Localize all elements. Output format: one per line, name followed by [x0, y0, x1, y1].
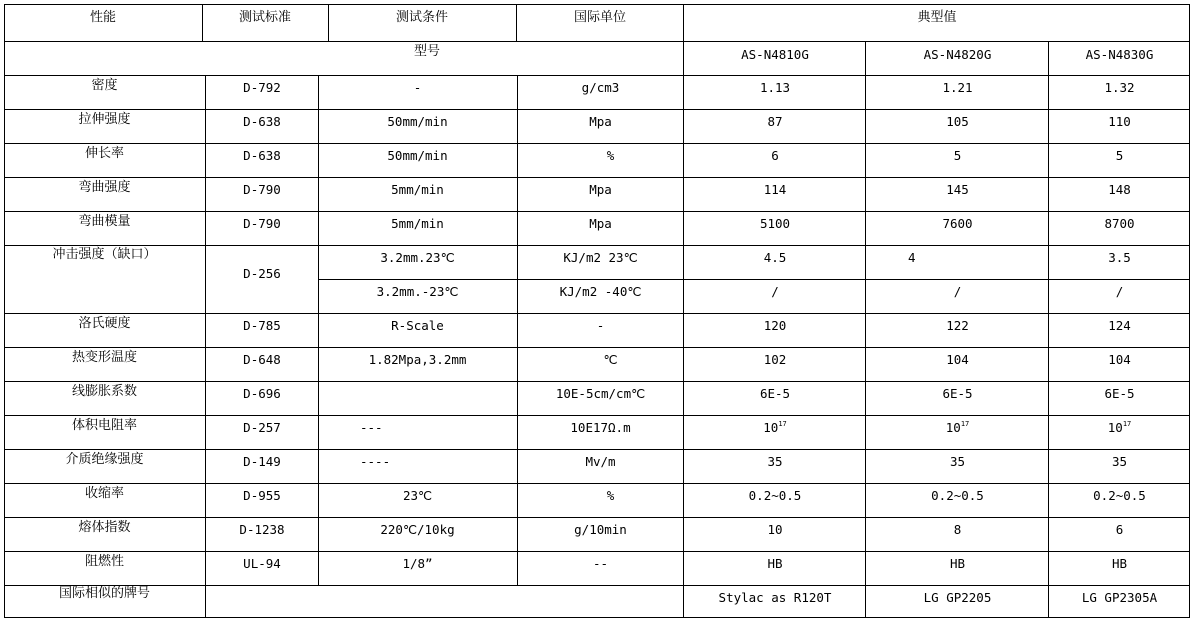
- unit-value: KJ/m2 -40℃: [559, 284, 642, 299]
- header-standard: 测试标准: [238, 10, 291, 25]
- value-3: 3.5: [1108, 250, 1131, 265]
- unit-value: -: [596, 318, 605, 333]
- value-3: 6E-5: [1104, 386, 1135, 401]
- model-label: 型号: [413, 44, 440, 59]
- value-1: HB: [767, 556, 783, 571]
- standard-value: D-1238: [239, 522, 285, 537]
- property-label: 国际相似的牌号: [58, 586, 150, 601]
- property-label: 阻燃性: [84, 554, 124, 569]
- unit-value: Mpa: [589, 182, 612, 197]
- value-1: 6E-5: [759, 386, 791, 401]
- unit-value: g/cm3: [581, 80, 620, 95]
- value-3: 35: [1111, 454, 1128, 469]
- property-label: 弯曲强度: [78, 180, 131, 195]
- unit-value: Mv/m: [585, 454, 616, 469]
- value-3: 124: [1108, 318, 1131, 333]
- model-2: AS-N4820G: [923, 47, 992, 62]
- property-label: 介质绝缘强度: [65, 452, 144, 467]
- standard-value: D-790: [243, 216, 281, 231]
- value-1: 102: [763, 352, 787, 367]
- standard-value: D-256: [243, 266, 281, 281]
- property-label: 体积电阻率: [71, 418, 137, 433]
- unit-value: g/10min: [574, 522, 627, 537]
- value-3: 1.32: [1104, 80, 1135, 95]
- value-2: 6E-5: [942, 386, 973, 401]
- property-label: 密度: [91, 78, 118, 93]
- value-base: 10: [763, 420, 779, 435]
- standard-value: D-696: [243, 386, 281, 401]
- value-1: 35: [767, 454, 783, 469]
- condition-value: 220℃/10kg: [380, 522, 455, 537]
- property-label: 弯曲模量: [78, 214, 131, 229]
- unit-value: %: [606, 148, 615, 163]
- standard-value: UL-94: [243, 556, 281, 571]
- value-1: 5100: [759, 216, 791, 231]
- value-base: 10: [1107, 420, 1123, 435]
- header-unit: 国际单位: [573, 10, 626, 25]
- value-2: 1.21: [942, 80, 973, 95]
- property-label: 冲击强度（缺口）: [52, 247, 157, 262]
- value-2: 5: [953, 148, 962, 163]
- standard-value: D-792: [243, 80, 281, 95]
- value-2: 145: [946, 182, 969, 197]
- property-label: 伸长率: [84, 146, 124, 161]
- condition-value: 50mm/min: [387, 114, 448, 129]
- property-label: 洛氏硬度: [78, 316, 131, 331]
- property-label: 拉伸强度: [78, 112, 131, 127]
- value-3: 148: [1108, 182, 1131, 197]
- condition-value: 5mm/min: [391, 182, 444, 197]
- value-2: 8: [953, 522, 962, 537]
- value-exponent: 17: [1122, 420, 1132, 428]
- unit-value: KJ/m2 23℃: [563, 250, 638, 265]
- value-1: 87: [767, 114, 783, 129]
- condition-value: 23℃: [402, 488, 433, 503]
- condition-value: 50mm/min: [387, 148, 448, 163]
- standard-value: D-257: [243, 420, 281, 435]
- condition-value: 3.2mm.23℃: [380, 250, 455, 265]
- value-3: HB: [1111, 556, 1128, 571]
- header-property: 性能: [89, 10, 116, 25]
- value-1: Stylac as R120T: [718, 590, 832, 605]
- condition-value: 1/8”: [402, 556, 433, 571]
- model-3: AS-N4830G: [1085, 47, 1154, 62]
- condition-value: ----: [360, 454, 391, 469]
- value-3: 110: [1108, 114, 1131, 129]
- value-3: 5: [1115, 148, 1124, 163]
- standard-value: D-648: [243, 352, 281, 367]
- value-3: 104: [1108, 352, 1131, 367]
- standard-value: D-638: [243, 114, 281, 129]
- value-exponent: 17: [778, 420, 787, 428]
- unit-value: %: [606, 488, 615, 503]
- unit-value: 10E17Ω.m: [570, 420, 631, 435]
- condition-value: -: [413, 80, 422, 95]
- value-1: 120: [763, 318, 787, 333]
- value-1: 0.2~0.5: [748, 488, 802, 503]
- unit-value: ℃: [603, 352, 618, 367]
- value-2: 4: [908, 250, 916, 265]
- standard-value: D-790: [243, 182, 281, 197]
- standard-value: D-955: [243, 488, 281, 503]
- value-2: /: [953, 284, 962, 299]
- condition-value: 5mm/min: [391, 216, 444, 231]
- value-2: LG GP2205: [923, 590, 992, 605]
- value-1: /: [771, 284, 779, 299]
- value-1: 10: [767, 522, 783, 537]
- property-label: 收缩率: [84, 486, 124, 501]
- condition-value: ---: [360, 420, 383, 435]
- value-3: 6: [1115, 522, 1124, 537]
- header-typical: 典型值: [917, 10, 957, 25]
- value-2: 0.2~0.5: [931, 488, 984, 503]
- value-2: 35: [949, 454, 966, 469]
- value-2: 7600: [942, 216, 973, 231]
- value-3: 0.2~0.5: [1093, 488, 1146, 503]
- value-base: 10: [945, 420, 961, 435]
- model-1: AS-N4810G: [741, 47, 809, 62]
- standard-value: D-638: [243, 148, 281, 163]
- value-2: 122: [946, 318, 969, 333]
- value-1: [684, 420, 866, 436]
- value-1: 114: [763, 182, 787, 197]
- value-2: 104: [946, 352, 969, 367]
- value-3: LG GP2305A: [1081, 590, 1158, 605]
- property-label: 线膨胀系数: [71, 384, 137, 399]
- property-label: 熔体指数: [78, 520, 131, 535]
- standard-value: D-149: [243, 454, 281, 469]
- unit-value: --: [592, 556, 609, 571]
- value-3: [1049, 420, 1190, 436]
- value-2: 105: [946, 114, 969, 129]
- value-2: HB: [949, 556, 966, 571]
- condition-value: R-Scale: [391, 318, 444, 333]
- unit-value: Mpa: [589, 114, 612, 129]
- value-1: 1.13: [759, 80, 791, 95]
- condition-value: 1.82Mpa,3.2mm: [368, 352, 467, 367]
- condition-value: 3.2mm.-23℃: [376, 284, 459, 299]
- property-label: 热变形温度: [71, 350, 137, 365]
- value-2: [866, 420, 1049, 436]
- spec-table: [4, 4, 1190, 618]
- standard-value: D-785: [243, 318, 281, 333]
- value-1: 4.5: [763, 250, 787, 265]
- value-1: 6: [771, 148, 779, 163]
- unit-value: Mpa: [589, 216, 612, 231]
- unit-value: 10E-5cm/cm℃: [555, 386, 646, 401]
- value-exponent: 17: [960, 420, 970, 428]
- value-3: 8700: [1104, 216, 1135, 231]
- value-3: /: [1115, 284, 1124, 299]
- header-condition: 测试条件: [395, 10, 448, 25]
